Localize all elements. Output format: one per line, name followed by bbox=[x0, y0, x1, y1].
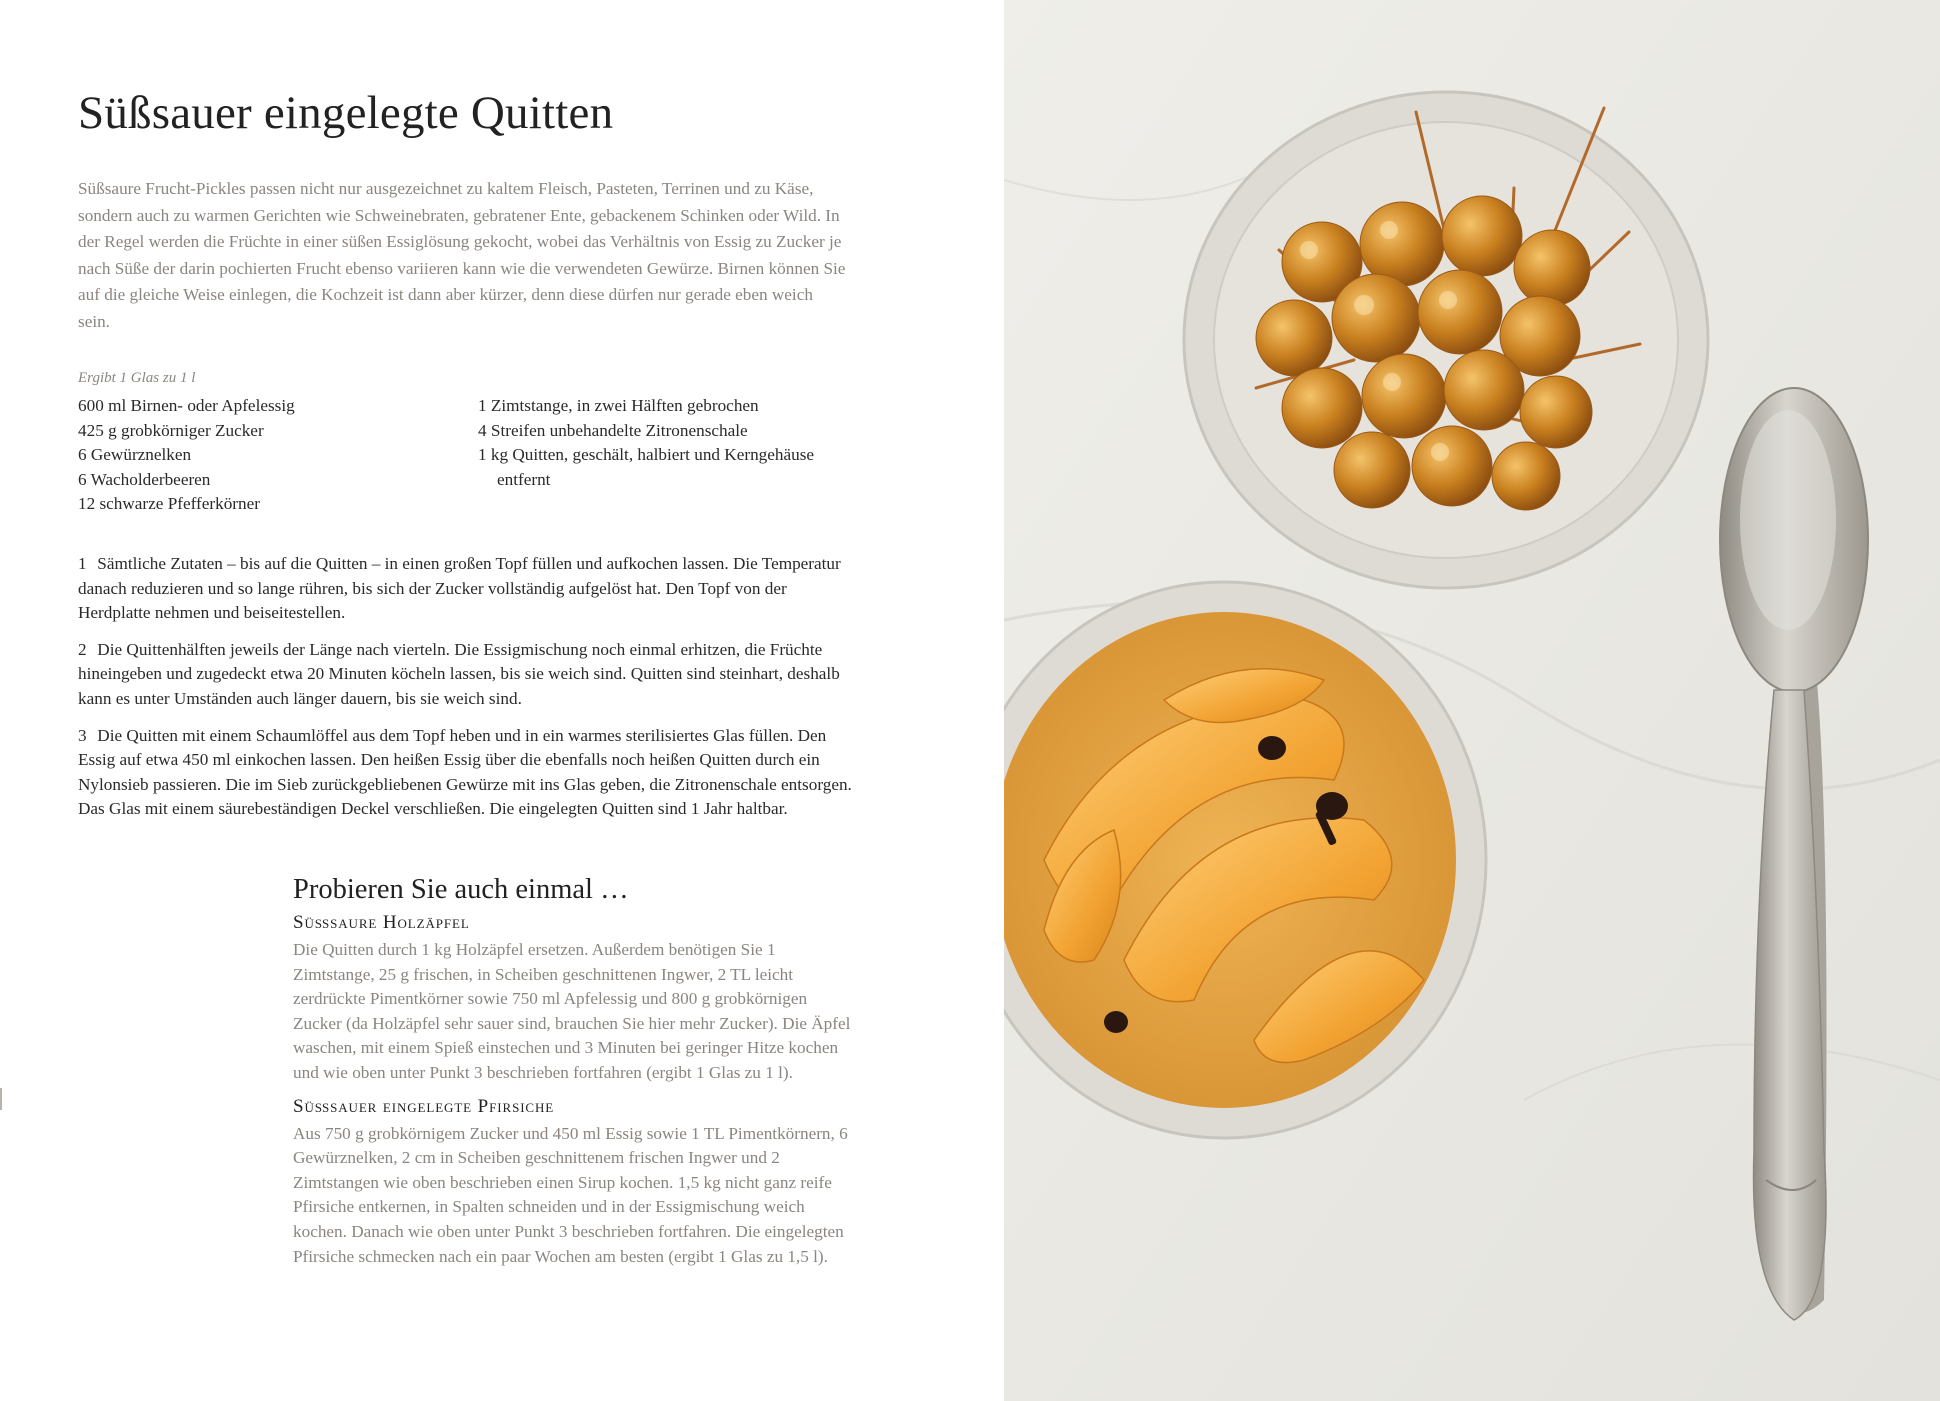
method-steps bbox=[78, 552, 858, 834]
ingredient-item: 6 Wacholderbeeren bbox=[78, 469, 211, 489]
page-edge-mark bbox=[0, 1088, 8, 1110]
ingredient-item: 1 kg Quitten, geschält, halbiert und Kerngehäuse entfernt bbox=[478, 445, 815, 489]
variations-box bbox=[293, 874, 853, 1279]
ingredient-item: 600 ml Birnen- oder Apfelessig bbox=[78, 396, 295, 415]
food-photo-illustration bbox=[1004, 0, 1940, 1401]
variation-title: Süßsauer eingelegte Pfirsiche bbox=[293, 1095, 555, 1117]
recipe-title: Süßsauer eingelegte Quitten bbox=[78, 87, 614, 139]
step-number: 1 bbox=[78, 554, 87, 573]
crab-apple-bowl bbox=[1184, 92, 1708, 588]
ingredient-item: 6 Gewürznelken bbox=[78, 445, 192, 465]
ingredient-item: 425 g grobkörniger Zucker bbox=[78, 420, 264, 440]
step-number: 3 bbox=[78, 725, 87, 745]
step-number: 2 bbox=[78, 639, 87, 659]
ingredient-item: 4 Streifen unbehandelte Zitronenschale bbox=[478, 420, 748, 440]
recipe-intro: Süßsaure Frucht-Pickles passen nicht nur ausgezeichnet zu kaltem Fleisch, Pasteten, Terrinen und zu Käse, sondern auch zu warmen Gerichten wie Schweinebraten, gebratener Ente, gebackenem Schinken oder Wild. In der Regel werden die Früchte in einer süßen Essiglösung gekocht, wobei das Verhältnis von Essig zu Zucker je nach Süße der darin pochierten Frucht ebenso variieren kann wie die verwendeten Gewürze. Birnen können Sie auf die gleiche Weise einlegen, die Kochzeit ist dann aber kürzer, denn diese dürfen nur gerade eben weich sein. bbox=[78, 179, 846, 331]
ingredient-list-right bbox=[478, 394, 858, 492]
ingredient-item: 1 Zimtstange, in zwei Hälften gebrochen bbox=[478, 396, 759, 415]
variation-text: Die Quitten durch 1 kg Holzäpfel ersetzen. Außerdem benötigen Sie 1 Zimtstange, 25 g frischen, in Scheiben geschnittenen Ingwer, 2 TL leicht zerdrückte Pimentkörner sowie 750 ml Apfelessig und 800 g grobkörnigen Zucker (da Holzäpfel sehr sauer sind, brauchen Sie hier mehr Zucker). Die Äpfel waschen, mit einem Spieß einstechen und 3 Minuten bei geringer Hitze kochen und wie oben unter Punkt 3 beschrieben fortfahren (ergibt 1 Glas zu 1 l). bbox=[293, 940, 851, 1082]
recipe-yield: Ergibt 1 Glas zu 1 l bbox=[78, 370, 196, 386]
ingredient-item: 12 schwarze Pfefferkörner bbox=[78, 494, 260, 514]
ingredient-list-left bbox=[78, 394, 468, 517]
variation-text: Aus 750 g grobkörnigem Zucker und 450 ml Essig sowie 1 TL Pimentkörnern, 6 Gewürznelken, 2 cm in Scheiben geschnittenem frischen Ingwer und 2 Zimtstangen wie oben beschrieben einen Sirup kochen. 1,5 kg nicht ganz reife Pfirsiche entkernen, in Spalten schneiden und in der Essigmischung weich kochen. Danach wie oben unter Punkt 3 beschrieben fortfahren. Die eingelegten Pfirsiche schmecken nach ein paar Wochen am besten (ergibt 1 Glas zu 1,5 l). bbox=[293, 1123, 848, 1266]
step-text: Die Quittenhälften jeweils der Länge nach vierteln. Die Essigmischung noch einmal erhitzen, die Früchte hineingeben und zugedeckt etwa 20 Minuten köcheln lassen, bis sie weich sind. Quitten sind steinhart, deshalb kann es unter Umständen auch länger dauern, bis sie weich sind. bbox=[78, 639, 840, 708]
step-text: Die Quitten mit einem Schaumlöffel aus dem Topf heben und in ein warmes sterilisiertes Glas füllen. Den Essig auf etwa 450 ml einkochen lassen. Den heißen Essig über die ebenfalls noch heißen Quitten durch ein Nylonsieb passieren. Die im Sieb zurückgebliebenen Gewürze mit ins Glas geben, die Zitronenschale entsorgen. Das Glas mit einem säurebeständigen Deckel verschließen. Die eingelegten Quitten sind 1 Jahr haltbar. bbox=[78, 725, 852, 819]
method-step bbox=[78, 724, 858, 822]
method-step bbox=[78, 638, 858, 712]
method-step bbox=[78, 552, 858, 626]
variations-heading: Probieren Sie auch einmal … bbox=[293, 874, 629, 905]
food-photo bbox=[1004, 0, 1940, 1401]
step-text: Sämtliche Zutaten – bis auf die Quitten – in einen großen Topf füllen und aufkochen lassen. Die Temperatur danach reduzieren und so lange rühren, bis sich der Zucker vollständig aufgelöst hat. Den Topf von der Herdplatte nehmen und beiseitestellen. bbox=[78, 554, 841, 623]
variation-title: Süßsaure Holzäpfel bbox=[293, 912, 470, 933]
